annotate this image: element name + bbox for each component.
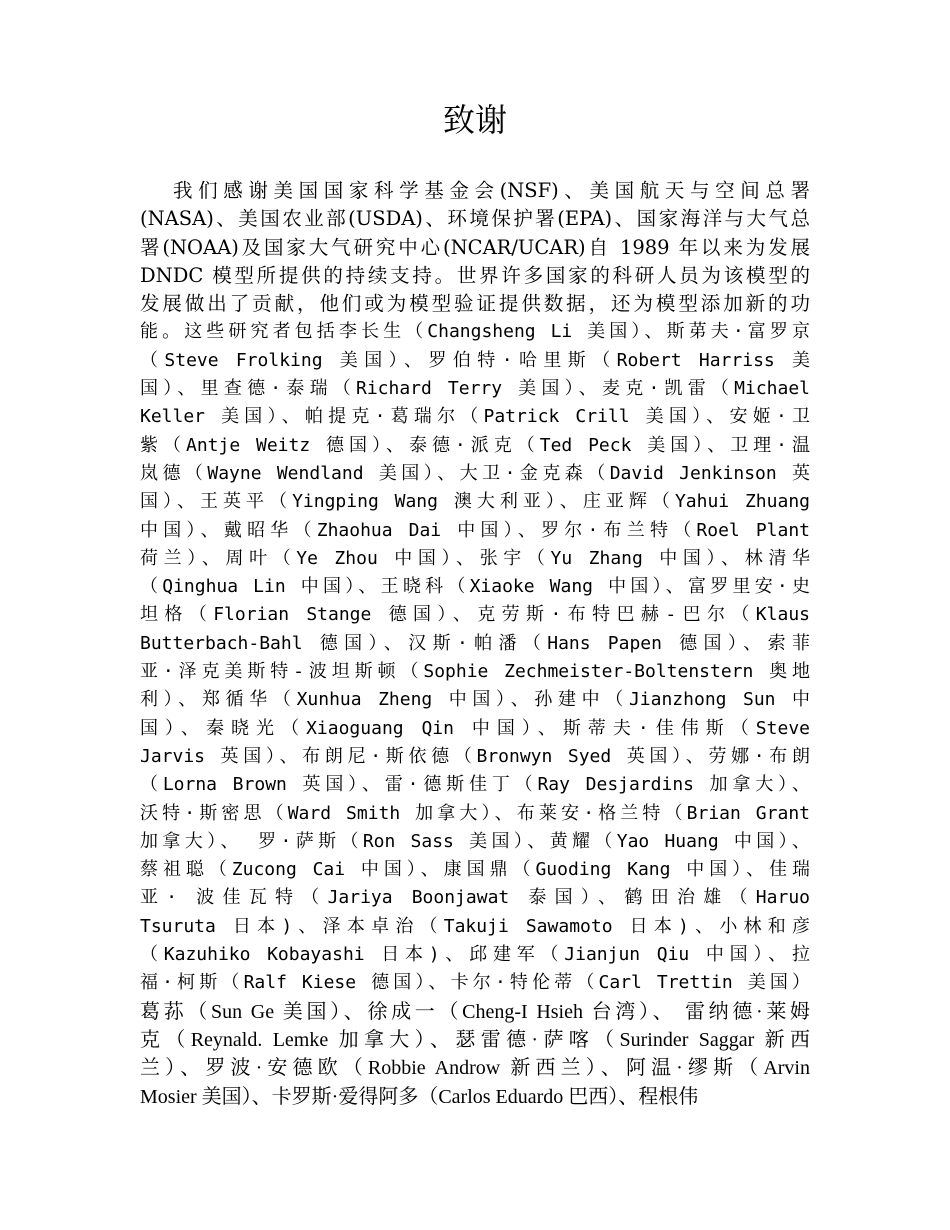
paragraph-line: 国）、王英平（Yingping Wang 澳大利亚）、庄亚辉（Yahui Zhuang — [140, 491, 810, 513]
paragraph-line: 荷兰）、周叶（Ye Zhou 中国）、张宇（Yu Zhang 中国）、林清华 — [140, 547, 810, 569]
page-title: 致谢 — [442, 101, 507, 139]
paragraph-line: 发展做出了贡献，他们或为模型验证提供数据，还为模型添加新的功 — [140, 292, 810, 316]
paragraph-line: Jarvis 英国）、布朗尼·斯依德（Bronwyn Syed 英国）、劳娜·布朗 — [140, 745, 810, 767]
paragraph-line: 中国）、戴昭华（Zhaohua Dai 中国）、罗尔·布兰特（Roel Plant — [140, 519, 810, 541]
paragraph-line: 蔡祖聪（Zucong Cai 中国）、康国鼎（Guoding Kang 中国）、佳瑞 — [140, 859, 810, 881]
paragraph-line: （Qinghua Lin 中国）、王晓科（Xiaoke Wang 中国）、富罗里安·史 — [140, 576, 810, 598]
paragraph-line: 加拿大）、 罗·萨斯（Ron Sass 美国）、黄耀（Yao Huang 中国）、 — [140, 830, 810, 852]
paragraph-line: 坦格（Florian Stange 德国）、克劳斯·布特巴赫-巴尔（Klaus — [140, 604, 810, 626]
paragraph-line: Butterbach-Bahl 德国）、汉斯·帕潘（Hans Papen 德国）、索菲 — [140, 632, 810, 654]
paragraph-line: Tsuruta 日本)、泽本卓治（Takuji Sawamoto 日本)、小林和彦 — [140, 915, 810, 937]
paragraph-line: Mosier 美国）、卡罗斯·爱得阿多（Carlos Eduardo 巴西）、程根伟 — [140, 1085, 699, 1108]
paragraph-line: DNDC 模型所提供的持续支持。世界许多国家的科研人员为该模型的 — [140, 263, 810, 287]
paragraph-line: 克（Reynald. Lemke 加拿大）、瑟雷德·萨喀（Surinder Saggar 新西 — [140, 1028, 810, 1051]
paragraph-line: 利）、郑循华（Xunhua Zheng 中国）、孙建中（Jianzhong Sun 中 — [140, 689, 810, 711]
paragraph-line: Keller 美国）、帕提克·葛瑞尔（Patrick Crill 美国）、安姬·卫 — [140, 406, 810, 428]
paragraph-line: （Kazuhiko Kobayashi 日本)、邱建军（Jianjun Qiu 中国）、拉 — [140, 944, 810, 966]
paragraph-line: 我们感谢美国国家科学基金会(NSF)、美国航天与空间总署 — [173, 179, 810, 202]
paragraph-line: 福·柯斯（Ralf Kiese 德国）、卡尔·特伦蒂（Carl Trettin 美国） — [140, 972, 810, 994]
paragraph-line: 沃特·斯密思（Ward Smith 加拿大）、布莱安·格兰特（Brian Grant — [140, 802, 810, 824]
paragraph-line: 国）、里查德·泰瑞（Richard Terry 美国）、麦克·凯雷（Michael — [140, 378, 810, 400]
paragraph-line: 亚· 波佳瓦特（Jariya Boonjawat 泰国）、鹤田治雄（Haruo — [140, 887, 810, 909]
paragraph-line: 亚·泽克美斯特-波坦斯顿（Sophie Zechmeister-Boltenstern 奥地 — [140, 661, 810, 683]
paragraph-line: 能。这些研究者包括李长生（Changsheng Li 美国）、斯苐夫·富罗京 — [140, 321, 810, 343]
paragraph-line: 署(NOAA)及国家大气研究中心(NCAR/UCAR)自 1989 年以来为发展 — [140, 235, 810, 259]
paragraph-line: (NASA)、美国农业部(USDA)、环境保护署(EPA)、国家海洋与大气总 — [140, 207, 810, 231]
paragraph-line: 岚德（Wayne Wendland 美国）、大卫·金克森（David Jenkinson 英 — [140, 462, 810, 484]
paragraph-line: 国）、秦晓光（Xiaoguang Qin 中国）、斯蒂夫·佳伟斯（Steve — [140, 717, 810, 739]
paragraph-line: 紫（Antje Weitz 德国）、泰德·派克（Ted Peck 美国）、卫理·温 — [140, 434, 810, 456]
paragraph-line: 葛荪（Sun Ge 美国）、徐成一（Cheng-I Hsieh 台湾）、 雷纳德·莱姆 — [140, 1000, 810, 1023]
paragraph-line: 兰）、罗波·安德欧（Robbie Androw 新西兰）、阿温·缪斯（Arvin — [140, 1057, 810, 1080]
paragraph-line: （Lorna Brown 英国）、雷·德斯佳丁（Ray Desjardins 加拿大）、 — [140, 774, 810, 796]
acknowledgement-paragraph — [140, 177, 810, 1111]
paragraph-line: （Steve Frolking 美国）、罗伯特·哈里斯（Robert Harriss 美 — [140, 349, 810, 371]
